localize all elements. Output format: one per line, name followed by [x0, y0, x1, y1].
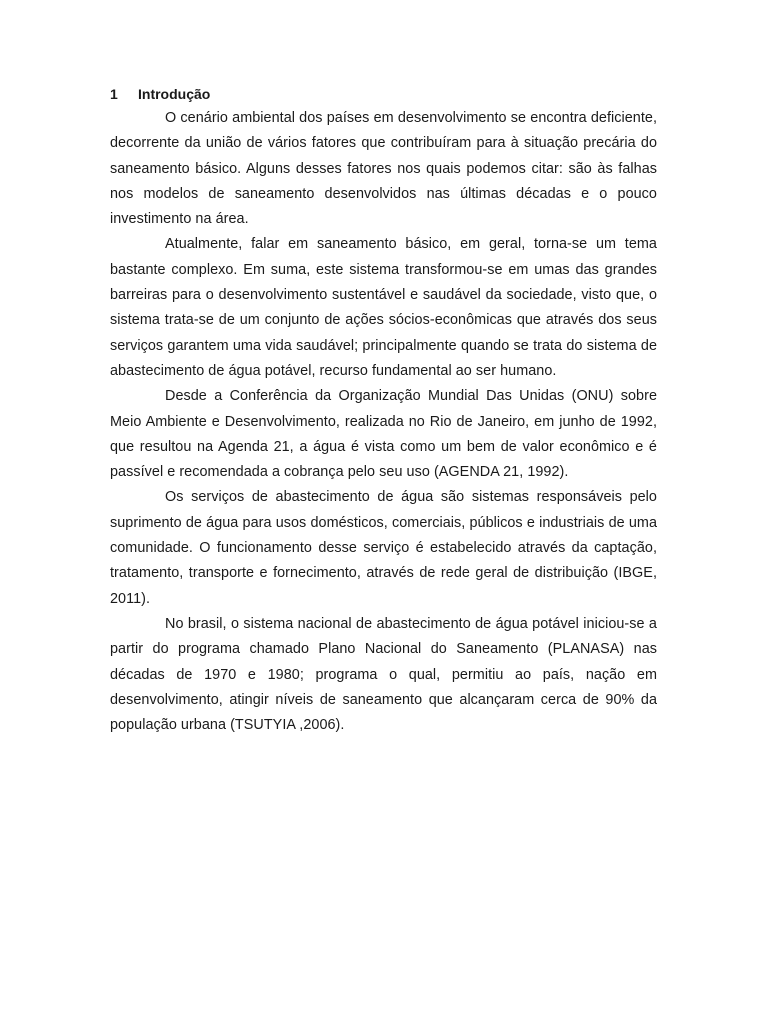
- document-body: [110, 84, 657, 738]
- paragraph-1: O cenário ambiental dos países em desenvolvimento se encontra deficiente, decorrente da união de vários fatores que contribuíram para à situação precária do saneamento básico. Alguns desses fatores nos quais podemos citar: são às falhas nos modelos de saneamento desenvolvidos nas últimas décadas e o pouco investimento na área.: [110, 110, 657, 228]
- section-heading: [110, 84, 657, 104]
- paragraph-4: Os serviços de abastecimento de água são sistemas responsáveis pelo suprimento de água para usos domésticos, comerciais, públicos e industriais de uma comunidade. O funcionamento desse serviço é estabelecido através da captação, tratamento, transporte e fornecimento, através de rede geral de distribuição (IBGE, 2011).: [110, 489, 657, 607]
- paragraph-5: No brasil, o sistema nacional de abastecimento de água potável iniciou-se a partir do programa chamado Plano Nacional do Saneamento (PLANASA) nas décadas de 1970 e 1980; programa o qual, permitiu ao país, nação em desenvolvimento, atingir níveis de saneamento que alcançaram cerca de 90% da população urbana (TSUTYIA ,2006).: [110, 615, 657, 734]
- section-number: 1: [110, 86, 118, 102]
- paragraph-2: Atualmente, falar em saneamento básico, em geral, torna-se um tema bastante complexo. Em suma, este sistema transformou-se em umas das grandes barreiras para o desenvolvimento sustentável e saudável da sociedade, visto que, o sistema trata-se de um conjunto de ações sócios-econômicas que através dos seus serviços garantem uma vida saudável; principalmente quando se trata do sistema de abastecimento de água potável, recurso fundamental ao ser humano.: [110, 236, 657, 379]
- paragraph-3: Desde a Conferência da Organização Mundial Das Unidas (ONU) sobre Meio Ambiente e Desenvolvimento, realizada no Rio de Janeiro, em junho de 1992, que resultou na Agenda 21, a água é vista como um bem de valor econômico e é passível e recomendada a cobrança pelo seu uso (AGENDA 21, 1992).: [110, 388, 657, 481]
- section-title: Introdução: [138, 86, 211, 102]
